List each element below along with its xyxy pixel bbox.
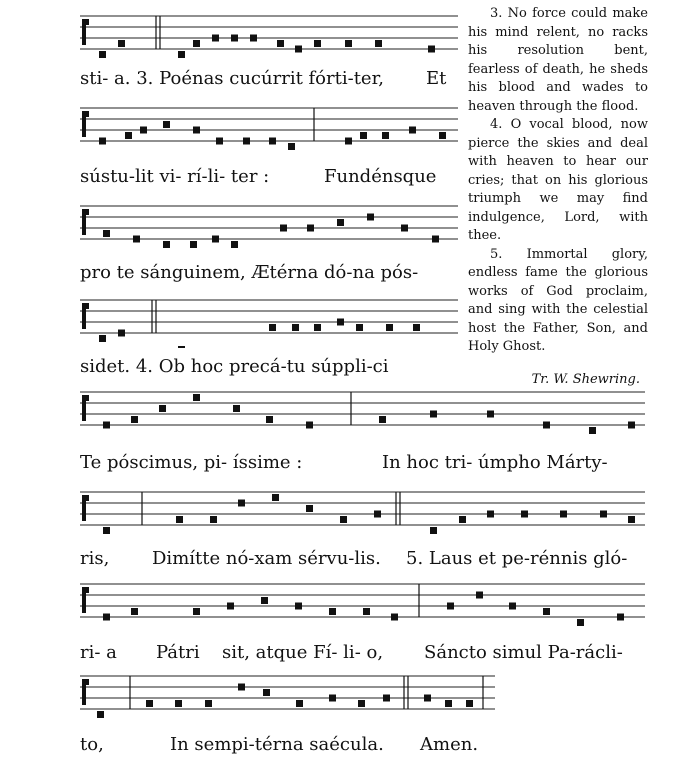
neume-note-icon bbox=[306, 505, 313, 512]
neume-note-icon bbox=[314, 40, 321, 47]
neume-note-icon bbox=[133, 236, 140, 243]
neume-note-icon bbox=[159, 405, 166, 412]
translation-verse-4: 4. O vocal blood, now pierce the skies and deal with heaven to hear our cries; that on his glorious triumph we may find indulgence, Lord, with thee. bbox=[468, 117, 648, 243]
neume-note-icon bbox=[386, 324, 393, 331]
staff-7 bbox=[80, 576, 647, 632]
neume-note-icon bbox=[277, 40, 284, 47]
neume-note-icon bbox=[345, 40, 352, 47]
staff-system-5 bbox=[80, 384, 647, 440]
neume-note-icon bbox=[345, 138, 352, 145]
staff-2 bbox=[80, 100, 460, 156]
lyric-6c: 5. Laus et pe-rénnis gló- bbox=[406, 548, 628, 569]
translator-credit: Tr. W. Shewring. bbox=[531, 372, 640, 387]
translation-verse-3: 3. No force could make his mind relent, no racks his resolution bent, fearless of death, he sheds his blood and wades to heaven through the flood. bbox=[468, 6, 648, 114]
neume-note-icon bbox=[288, 143, 295, 150]
neume-note-icon bbox=[212, 236, 219, 243]
neume-note-icon bbox=[521, 511, 528, 518]
neume-note-icon bbox=[238, 684, 245, 691]
c-clef-icon bbox=[82, 303, 89, 309]
staff-system-2 bbox=[80, 100, 460, 156]
neume-note-icon bbox=[509, 603, 516, 610]
neume-note-icon bbox=[424, 695, 431, 702]
neume-note-icon bbox=[175, 700, 182, 707]
neume-note-icon bbox=[356, 324, 363, 331]
lyric-line-4 bbox=[80, 356, 389, 377]
neume-note-icon bbox=[543, 608, 550, 615]
neume-note-icon bbox=[261, 597, 268, 604]
neume-note-icon bbox=[103, 527, 110, 534]
neume-note-icon bbox=[212, 35, 219, 42]
neume-note-icon bbox=[445, 700, 452, 707]
neume-note-icon bbox=[243, 138, 250, 145]
neume-note-icon bbox=[391, 614, 398, 621]
neume-note-icon bbox=[543, 422, 550, 429]
neume-note-icon bbox=[238, 500, 245, 507]
lyric-6b: Dimítte nó-xam sérvu-lis. bbox=[152, 548, 381, 569]
neume-note-icon bbox=[329, 695, 336, 702]
neume-note-icon bbox=[272, 494, 279, 501]
neume-note-icon bbox=[269, 138, 276, 145]
neume-note-icon bbox=[163, 121, 170, 128]
neume-note-icon bbox=[266, 416, 273, 423]
neume-note-icon bbox=[307, 225, 314, 232]
neume-note-icon bbox=[193, 394, 200, 401]
neume-note-icon bbox=[99, 335, 106, 342]
c-clef-icon bbox=[82, 587, 89, 593]
neume-note-icon bbox=[589, 427, 596, 434]
staff-4 bbox=[80, 292, 460, 348]
neume-note-icon bbox=[176, 516, 183, 523]
neume-note-icon bbox=[382, 132, 389, 139]
c-clef-icon bbox=[82, 19, 89, 25]
neume-note-icon bbox=[295, 603, 302, 610]
neume-note-icon bbox=[280, 225, 287, 232]
lyric-line-3 bbox=[80, 262, 418, 283]
neume-note-icon bbox=[329, 608, 336, 615]
neume-note-icon bbox=[99, 138, 106, 145]
neume-note-icon bbox=[233, 405, 240, 412]
neume-note-icon bbox=[118, 40, 125, 47]
lyric-line-7 bbox=[80, 642, 623, 663]
neume-note-icon bbox=[363, 608, 370, 615]
neume-note-icon bbox=[231, 35, 238, 42]
neume-note-icon bbox=[628, 516, 635, 523]
translation-verse-5: 5. Immortal glory, endless fame the glorious works of God proclaim, and sing with the celestial host the Father, Son, and Holy Ghost. bbox=[468, 246, 648, 354]
lyric-8a: to, bbox=[80, 734, 104, 755]
neume-note-icon bbox=[439, 132, 446, 139]
neume-note-icon bbox=[447, 603, 454, 610]
neume-note-icon bbox=[205, 700, 212, 707]
lyric-8b: In sempi-térna saécula. bbox=[170, 734, 384, 755]
neume-note-icon bbox=[628, 422, 635, 429]
lyric-1a: sti- a. 3. Poénas cucúrrit fórti-ter, bbox=[80, 68, 384, 89]
neume-note-icon bbox=[263, 689, 270, 696]
neume-note-icon bbox=[314, 324, 321, 331]
neume-note-icon bbox=[560, 511, 567, 518]
neume-note-icon bbox=[617, 614, 624, 621]
staff-system-4 bbox=[80, 292, 460, 348]
lyric-8c: Amen. bbox=[420, 734, 479, 755]
staff-system-8 bbox=[80, 668, 497, 724]
neume-note-icon bbox=[358, 700, 365, 707]
neume-note-icon bbox=[131, 416, 138, 423]
neume-note-icon bbox=[210, 516, 217, 523]
neume-note-icon bbox=[306, 422, 313, 429]
neume-note-icon bbox=[178, 346, 185, 348]
neume-note-icon bbox=[409, 127, 416, 134]
neume-note-icon bbox=[103, 230, 110, 237]
neume-note-icon bbox=[413, 324, 420, 331]
neume-note-icon bbox=[383, 695, 390, 702]
neume-note-icon bbox=[193, 127, 200, 134]
neume-note-icon bbox=[428, 46, 435, 53]
neume-note-icon bbox=[337, 219, 344, 226]
neume-note-icon bbox=[375, 40, 382, 47]
c-clef-icon bbox=[82, 679, 89, 685]
neume-note-icon bbox=[600, 511, 607, 518]
lyric-line-8 bbox=[80, 734, 479, 755]
lyric-7b: Pátri bbox=[156, 642, 200, 663]
lyric-line-5 bbox=[80, 452, 608, 473]
c-clef-icon bbox=[82, 495, 89, 501]
neume-note-icon bbox=[193, 608, 200, 615]
neume-note-icon bbox=[99, 51, 106, 58]
neume-note-icon bbox=[432, 236, 439, 243]
neume-note-icon bbox=[401, 225, 408, 232]
neume-note-icon bbox=[227, 603, 234, 610]
neume-note-icon bbox=[146, 700, 153, 707]
lyric-7c: sit, atque Fí- li- o, bbox=[222, 642, 384, 663]
translation-column bbox=[468, 5, 648, 357]
neume-note-icon bbox=[103, 614, 110, 621]
lyric-7a: ri- a bbox=[80, 642, 117, 663]
neume-note-icon bbox=[360, 132, 367, 139]
neume-note-icon bbox=[103, 422, 110, 429]
neume-note-icon bbox=[337, 319, 344, 326]
staff-system-1 bbox=[80, 8, 460, 64]
neume-note-icon bbox=[340, 516, 347, 523]
lyric-5b: In hoc tri- úmpho Márty- bbox=[382, 452, 608, 473]
neume-note-icon bbox=[231, 241, 238, 248]
neume-note-icon bbox=[292, 324, 299, 331]
staff-8 bbox=[80, 668, 497, 724]
staff-6 bbox=[80, 484, 647, 540]
neume-note-icon bbox=[97, 711, 104, 718]
lyric-line-1 bbox=[80, 68, 447, 89]
neume-note-icon bbox=[476, 592, 483, 599]
c-clef-icon bbox=[82, 111, 89, 117]
c-clef-icon bbox=[82, 209, 89, 215]
neume-note-icon bbox=[190, 241, 197, 248]
neume-note-icon bbox=[295, 46, 302, 53]
neume-note-icon bbox=[487, 511, 494, 518]
neume-note-icon bbox=[163, 241, 170, 248]
neume-note-icon bbox=[140, 127, 147, 134]
neume-note-icon bbox=[250, 35, 257, 42]
staff-5 bbox=[80, 384, 647, 440]
neume-note-icon bbox=[577, 619, 584, 626]
lyric-line-6 bbox=[80, 548, 628, 569]
c-clef-icon bbox=[82, 395, 89, 401]
lyric-1b: Et bbox=[426, 68, 447, 89]
staff-system-3 bbox=[80, 198, 460, 254]
neume-note-icon bbox=[487, 411, 494, 418]
neume-note-icon bbox=[379, 416, 386, 423]
lyric-3a: pro te sánguinem, Ætérna dó-na pós- bbox=[80, 262, 419, 283]
lyric-6a: ris, bbox=[80, 548, 110, 569]
lyric-7d: Sáncto simul Pa-rácli- bbox=[424, 642, 623, 663]
neume-note-icon bbox=[125, 132, 132, 139]
staff-system-7 bbox=[80, 576, 647, 632]
neume-note-icon bbox=[178, 51, 185, 58]
neume-note-icon bbox=[269, 324, 276, 331]
lyric-5a: Te póscimus, pi- íssime : bbox=[80, 452, 303, 473]
neume-note-icon bbox=[430, 411, 437, 418]
neume-note-icon bbox=[296, 700, 303, 707]
staff-3 bbox=[80, 198, 460, 254]
staff-system-6 bbox=[80, 484, 647, 540]
neume-note-icon bbox=[466, 700, 473, 707]
neume-note-icon bbox=[459, 516, 466, 523]
lyric-4a: sidet. 4. Ob hoc precá-tu súppli-ci bbox=[80, 356, 389, 377]
neume-note-icon bbox=[367, 214, 374, 221]
neume-note-icon bbox=[216, 138, 223, 145]
lyric-line-2 bbox=[80, 166, 437, 187]
neume-note-icon bbox=[374, 511, 381, 518]
neume-note-icon bbox=[430, 527, 437, 534]
neume-note-icon bbox=[193, 40, 200, 47]
neume-note-icon bbox=[118, 330, 125, 337]
neume-note-icon bbox=[131, 608, 138, 615]
lyric-2a: sústu-lit vi- rí-li- ter : bbox=[80, 166, 270, 187]
staff-1 bbox=[80, 8, 460, 64]
lyric-2b: Fundénsque bbox=[324, 166, 437, 187]
